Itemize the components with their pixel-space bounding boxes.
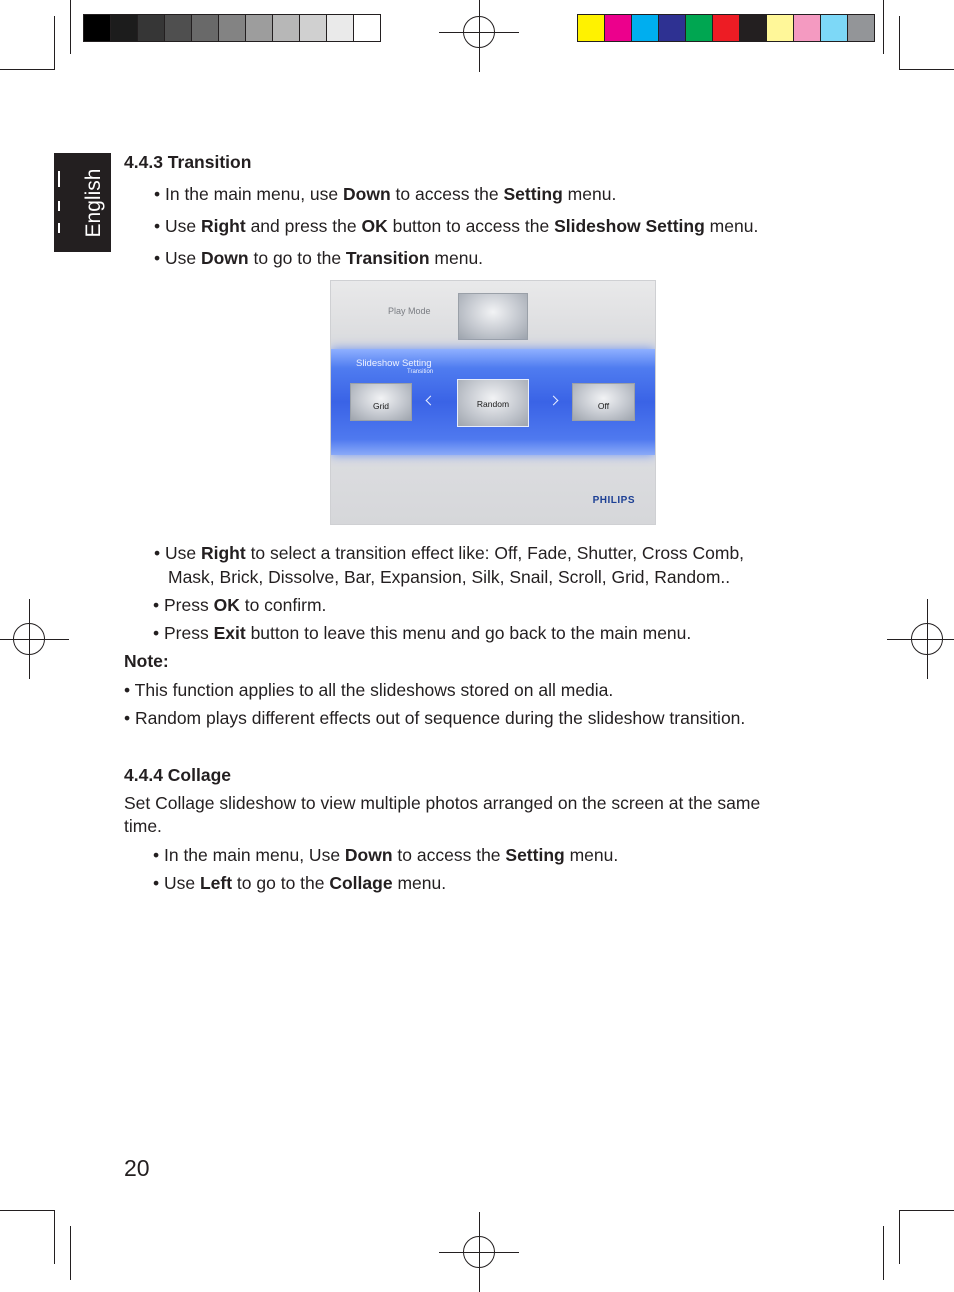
language-tab [54,153,111,252]
submenu-label: Transition [407,369,434,375]
menu-highlight-band [331,349,655,455]
step-line: • Press OK to confirm. [153,595,327,615]
color-swatch [686,15,713,41]
color-swatch [354,15,380,41]
gray-calibration-bar [83,14,381,42]
intro-text: Set Collage slideshow to view multiple photos arranged on the screen at the same [124,793,761,813]
chevron-right-icon [549,396,559,406]
play-mode-thumbnail [458,293,528,340]
tab-tick-marks [58,163,60,233]
color-swatch [192,15,219,41]
color-swatch [605,15,632,41]
language-label: English [82,168,105,238]
intro-text-continued: time. [124,816,162,836]
color-swatch [300,15,327,41]
note-item: • This function applies to all the slideshows stored on all media. [124,680,614,700]
device-menu-screenshot [330,280,656,525]
option-off: Off [572,383,635,421]
step-line: • Use Left to go to the Collage menu. [153,873,447,893]
color-swatch [848,15,874,41]
color-swatch [246,15,273,41]
color-swatch [111,15,138,41]
registration-mark-top [463,16,495,48]
step-line: • Press Exit button to leave this menu and go back to the main menu. [153,623,692,643]
color-swatch [632,15,659,41]
step-line-continued: Mask, Brick, Dissolve, Bar, Expansion, Silk, Snail, Scroll, Grid, Random.. [168,567,731,587]
note-label: Note: [124,651,169,671]
color-swatch [273,15,300,41]
menu-title: Slideshow Setting [356,358,432,369]
option-random-selected: Random [457,379,529,427]
brand-logo: PHILIPS [592,495,635,506]
section-heading-collage: 4.4.4 Collage [124,765,231,785]
chevron-left-icon [426,396,436,406]
section-heading-transition: 4.4.3 Transition [124,152,252,172]
color-swatch [327,15,354,41]
option-grid: Grid [350,383,412,421]
registration-mark-right [911,623,943,655]
step-line: • In the main menu, Use Down to access the Setting menu. [153,845,619,865]
registration-mark-bottom [463,1236,495,1268]
color-swatch [165,15,192,41]
color-swatch [84,15,111,41]
color-swatch [767,15,794,41]
play-mode-label: Play Mode [388,306,431,316]
color-swatch [740,15,767,41]
color-swatch [578,15,605,41]
step-line: • Use Down to go to the Transition menu. [154,248,484,268]
color-swatch [821,15,848,41]
step-line: • Use Right and press the OK button to access the Slideshow Setting menu. [154,216,759,236]
page-number: 20 [124,1155,150,1181]
note-item: • Random plays different effects out of sequence during the slideshow transition. [124,708,746,728]
color-swatch [794,15,821,41]
color-calibration-bar [577,14,875,42]
color-swatch [713,15,740,41]
step-line: • In the main menu, use Down to access the Setting menu. [154,184,617,204]
registration-mark-left [13,623,45,655]
color-swatch [219,15,246,41]
color-swatch [659,15,686,41]
color-swatch [138,15,165,41]
step-line: • Use Right to select a transition effect like: Off, Fade, Shutter, Cross Comb, [154,543,745,563]
